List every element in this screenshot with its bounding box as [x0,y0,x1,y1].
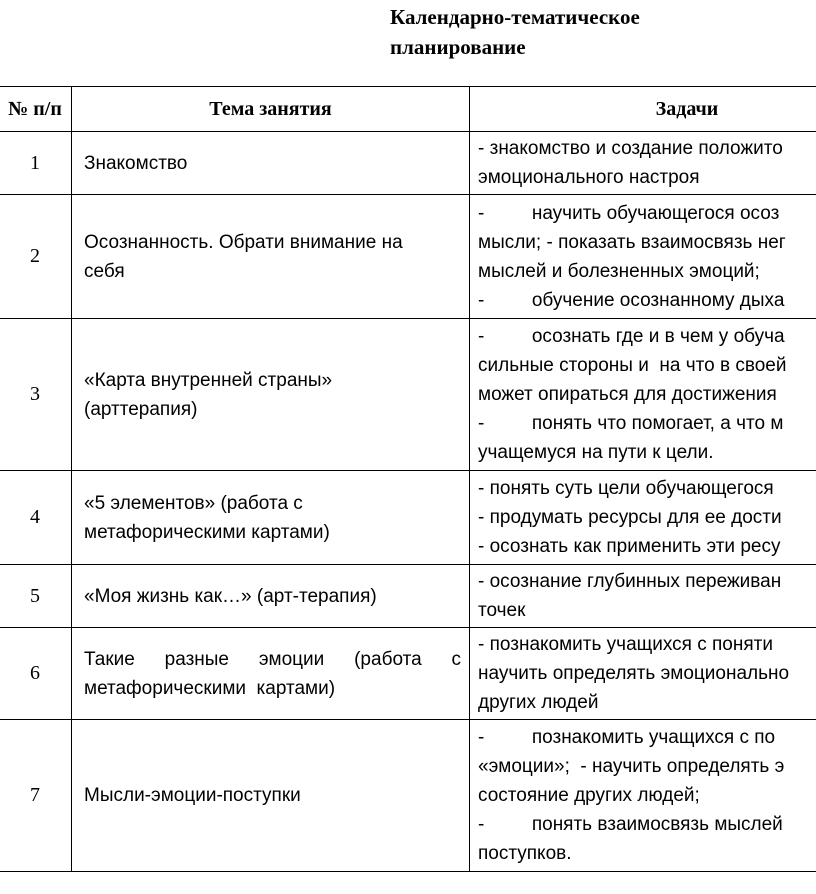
row-tasks [470,565,816,628]
topic-line: Такие разные эмоции (работа с [84,648,461,670]
task-line: - научить обучающегося осоз [478,202,780,224]
topic-line: «5 элементов» (работа с [84,492,303,514]
header-tasks: Задачи [470,87,816,132]
row-number: 4 [0,471,72,565]
task-line: - познакомить учащихся с по [478,727,776,748]
page-title [390,2,640,62]
row-topic [72,628,470,720]
task-line: - понять что помогает, а что м [478,413,784,434]
table-row [0,565,816,628]
topic-line: «Карта внутренней страны» [84,369,333,391]
task-line: научить определять эмоционально [478,663,790,684]
task-line: других людей [478,692,599,713]
table-row [0,319,816,471]
table-header-row [0,87,816,132]
table-row [0,195,816,319]
header-topic: Тема занятия [72,87,470,132]
row-number: 7 [0,720,72,872]
task-line: сильные стороны и на что в своей [478,355,787,376]
topic-line: метафорическими картами) [84,677,336,699]
planning-table [0,86,816,872]
row-topic [72,319,470,471]
task-line: учащемуся на пути к цели. [478,442,714,463]
topic-line: «Моя жизнь как…» (арт-терапия) [84,585,377,607]
row-topic [72,195,470,319]
topic-line: Осознанность. Обрати внимание на [84,231,403,253]
row-topic [72,565,470,628]
task-line: - продумать ресурсы для ее дости [478,507,782,528]
task-line: состояние других людей; [478,785,700,806]
row-number: 1 [0,132,72,195]
task-line: - знакомство и создание положито [478,138,783,159]
row-number: 6 [0,628,72,720]
row-tasks [470,720,816,872]
page-title-line-2: планирование [390,35,526,59]
table-row [0,132,816,195]
row-topic [72,471,470,565]
row-tasks [470,319,816,471]
task-line: мыслей и болезненных эмоций; [478,260,760,282]
task-line: - обучение осознанному дыха [478,289,785,311]
row-tasks [470,132,816,195]
task-line: - познакомить учащихся с поняти [478,634,773,655]
row-tasks [470,628,816,720]
task-line: поступков. [478,843,572,864]
row-number: 3 [0,319,72,471]
row-tasks [470,471,816,565]
table-row [0,628,816,720]
row-topic [72,720,470,872]
task-line: - понять взаимосвязь мыслей [478,814,783,835]
row-number: 5 [0,565,72,628]
task-line: мысли; - показать взаимосвязь нег [478,231,786,253]
table-row [0,471,816,565]
task-line: эмоционального настроя [478,167,700,188]
table-row [0,720,816,872]
row-topic [72,132,470,195]
task-line: - осознать как применить эти ресу [478,536,781,557]
page-title-line-1: Календарно-тематическое [390,5,640,29]
task-line: - осознание глубинных переживан [478,571,782,592]
header-number: № п/п [0,87,72,132]
task-line: точек [478,600,526,621]
topic-line: себя [84,260,125,282]
row-tasks [470,195,816,319]
task-line: - осознать где и в чем у обуча [478,326,785,347]
topic-line: метафорическими картами) [84,521,330,543]
task-line: может опираться для достижения [478,384,777,405]
topic-line: Мысли-эмоции-поступки [84,785,301,806]
task-line: «эмоции»; - научить определять э [478,756,785,777]
task-line: - понять суть цели обучающегося [478,478,774,499]
topic-line: Знакомство [84,152,188,174]
topic-line: (арттерапия) [84,398,198,420]
row-number: 2 [0,195,72,319]
